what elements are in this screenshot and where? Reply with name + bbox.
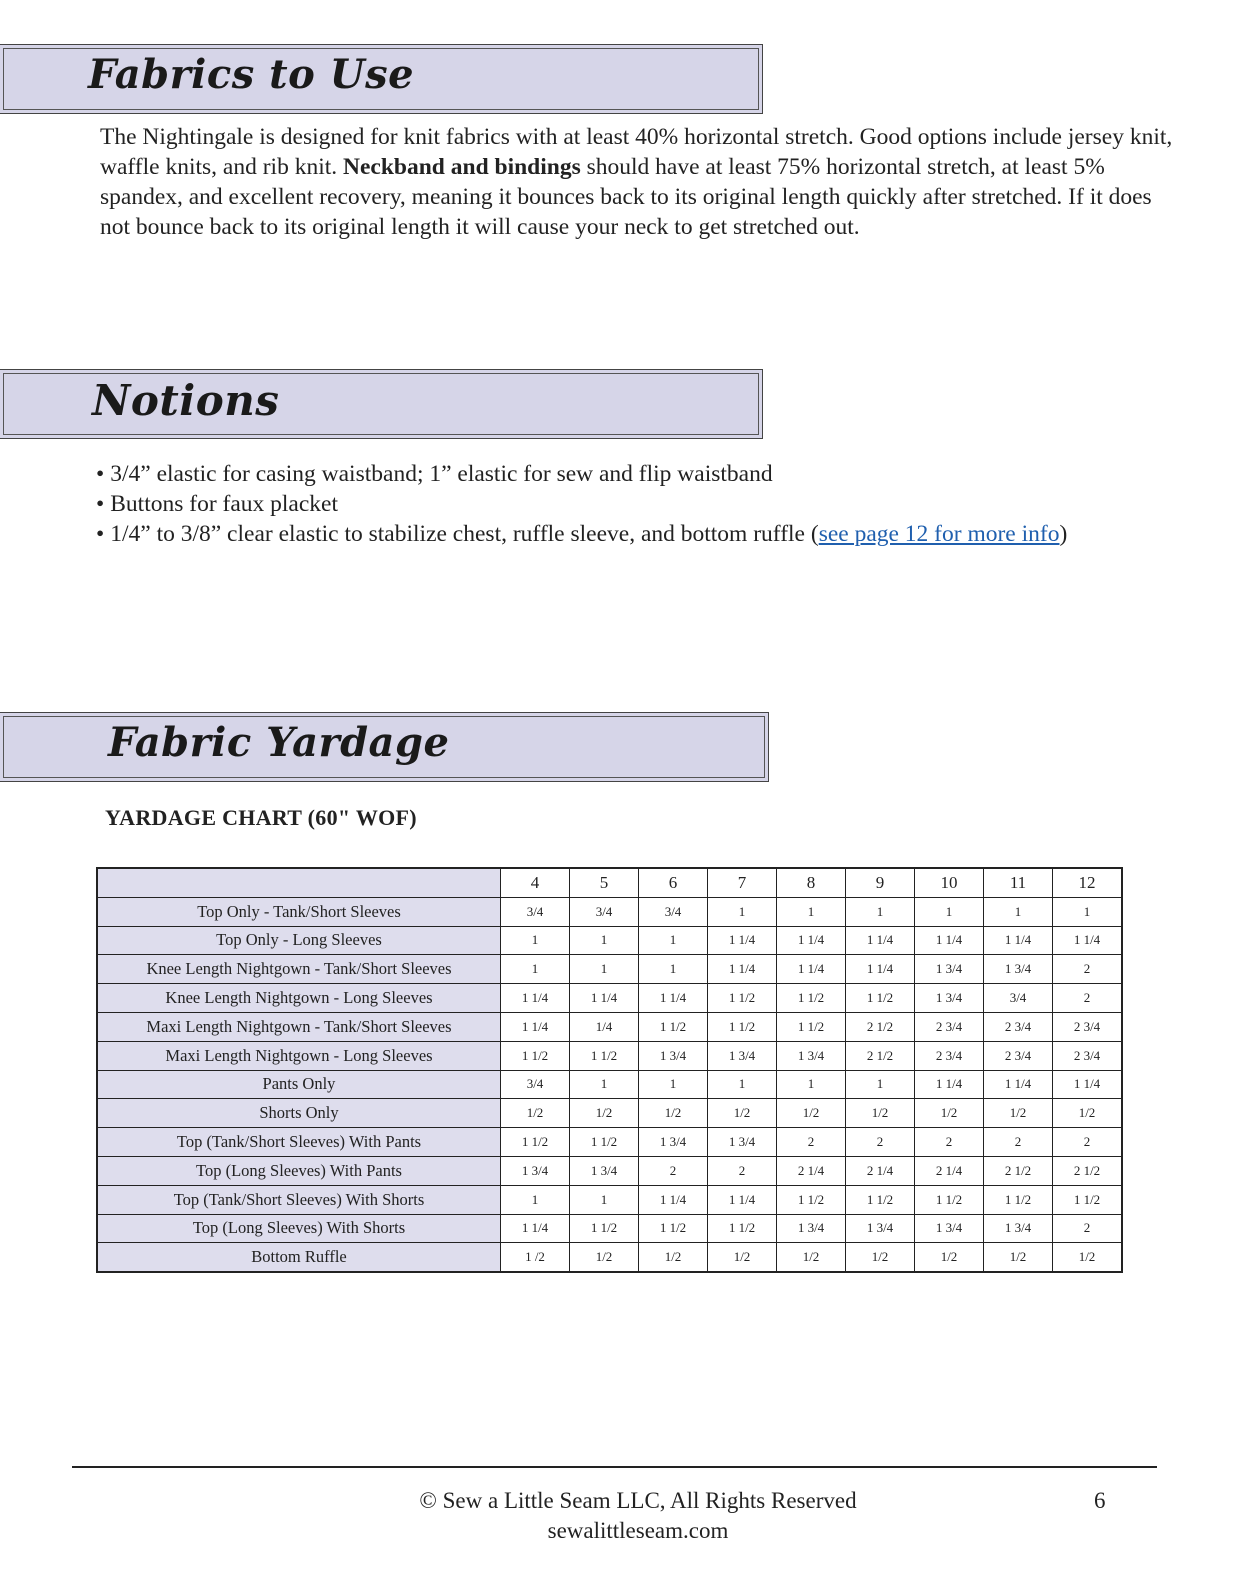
fabrics-paragraph — [100, 122, 1180, 242]
yardage-cell: 1 3/4 — [915, 984, 984, 1013]
row-label-cell: Top Only - Tank/Short Sleeves — [97, 897, 501, 926]
yardage-cell: 2 3/4 — [984, 1012, 1053, 1041]
yardage-cell: 1 1/4 — [777, 926, 846, 955]
yardage-cell: 1 — [570, 955, 639, 984]
size-header-cell: 11 — [984, 868, 1053, 897]
yardage-cell: 1 — [915, 897, 984, 926]
section-banner-yardage — [0, 712, 769, 782]
yardage-cell: 1/2 — [639, 1099, 708, 1128]
yardage-cell: 1 1/2 — [570, 1041, 639, 1070]
page-number: 6 — [1094, 1488, 1106, 1513]
yardage-cell: 1 1/4 — [501, 984, 570, 1013]
yardage-cell: 1 1/4 — [639, 984, 708, 1013]
yardage-cell: 1 1/4 — [1053, 1070, 1123, 1099]
yardage-cell: 1/2 — [984, 1243, 1053, 1272]
footer-website: sewalittleseam.com — [547, 1518, 729, 1543]
yardage-cell: 1 1/4 — [501, 1214, 570, 1243]
yardage-cell: 1/2 — [570, 1099, 639, 1128]
yardage-cell: 1 — [570, 926, 639, 955]
row-label-cell: Maxi Length Nightgown - Tank/Short Sleeves — [97, 1012, 501, 1041]
section-banner-notions — [0, 369, 763, 439]
yardage-cell: 1/4 — [570, 1012, 639, 1041]
table-row — [97, 1012, 1122, 1041]
yardage-cell: 2 — [846, 1128, 915, 1157]
yardage-cell: 1/2 — [777, 1099, 846, 1128]
yardage-cell: 2 3/4 — [915, 1012, 984, 1041]
yardage-cell: 1 1/2 — [639, 1012, 708, 1041]
yardage-cell: 2 1/2 — [984, 1156, 1053, 1185]
yardage-cell: 1 1/4 — [501, 1012, 570, 1041]
size-header-cell: 9 — [846, 868, 915, 897]
yardage-cell: 1 1/4 — [846, 926, 915, 955]
fabrics-text-2: should have at least 75% horizontal stretch, at least 5% spandex, and excellent recovery, meaning it bounces back to its original length quickly after stretched. If it does not bounce back to its original length it will cause your neck to get stretched out. — [100, 154, 1152, 240]
table-row — [97, 1214, 1122, 1243]
yardage-cell: 1 1/2 — [777, 984, 846, 1013]
yardage-cell: 2 1/2 — [1053, 1156, 1123, 1185]
yardage-cell: 2 1/2 — [846, 1041, 915, 1070]
row-label-cell: Top (Tank/Short Sleeves) With Pants — [97, 1128, 501, 1157]
yardage-cell: 1 1/2 — [846, 1185, 915, 1214]
yardage-cell: 2 — [777, 1128, 846, 1157]
yardage-cell: 3/4 — [570, 897, 639, 926]
table-row — [97, 1099, 1122, 1128]
yardage-cell: 1/2 — [708, 1243, 777, 1272]
yardage-cell: 1 — [501, 926, 570, 955]
yardage-cell: 1 1/2 — [708, 984, 777, 1013]
yardage-cell: 1 — [846, 1070, 915, 1099]
table-row — [97, 897, 1122, 926]
table-row — [97, 1070, 1122, 1099]
yardage-cell: 1 1/2 — [639, 1214, 708, 1243]
yardage-cell: 2 — [915, 1128, 984, 1157]
yardage-cell: 3/4 — [501, 897, 570, 926]
list-item — [96, 459, 1067, 489]
yardage-cell: 1 — [639, 926, 708, 955]
yardage-cell: 3/4 — [984, 984, 1053, 1013]
yardage-cell: 3/4 — [639, 897, 708, 926]
yardage-cell: 1/2 — [501, 1099, 570, 1128]
yardage-cell: 1 — [570, 1070, 639, 1099]
table-row — [97, 955, 1122, 984]
size-header-cell: 6 — [639, 868, 708, 897]
yardage-cell: 1 — [639, 955, 708, 984]
yardage-cell: 1 /2 — [501, 1243, 570, 1272]
yardage-cell: 3/4 — [501, 1070, 570, 1099]
yardage-cell: 1 1/2 — [570, 1128, 639, 1157]
yardage-cell: 1 1/2 — [915, 1185, 984, 1214]
yardage-cell: 1 — [984, 897, 1053, 926]
section-title: Fabric Yardage — [108, 719, 450, 766]
row-label-cell: Knee Length Nightgown - Long Sleeves — [97, 984, 501, 1013]
yardage-cell: 2 3/4 — [1053, 1012, 1123, 1041]
size-header-cell: 8 — [777, 868, 846, 897]
yardage-cell: 1 3/4 — [708, 1128, 777, 1157]
yardage-cell: 2 3/4 — [984, 1041, 1053, 1070]
footer-copyright: © Sew a Little Seam LLC, All Rights Reserved — [419, 1488, 857, 1513]
row-label-cell: Pants Only — [97, 1070, 501, 1099]
fabrics-text-1: The Nightingale is designed for knit fabrics with at least 40% horizontal stretch. Good options include jersey knit, waffle knits, and rib knit. — [100, 124, 1173, 180]
yardage-cell: 1 1/2 — [777, 1012, 846, 1041]
size-header-cell: 5 — [570, 868, 639, 897]
fabrics-bold-text: Neckband and bindings — [343, 154, 581, 180]
yardage-cell: 1 1/4 — [708, 926, 777, 955]
yardage-cell: 1/2 — [777, 1243, 846, 1272]
yardage-cell: 1 3/4 — [639, 1041, 708, 1070]
list-item-text: ) — [1059, 521, 1068, 547]
yardage-cell: 1 1/4 — [915, 1070, 984, 1099]
yardage-cell: 2 1/4 — [915, 1156, 984, 1185]
size-header-cell: 10 — [915, 868, 984, 897]
yardage-cell: 2 — [1053, 984, 1123, 1013]
yardage-cell: 1 3/4 — [984, 1214, 1053, 1243]
page-12-link[interactable]: see page 12 for more info — [818, 521, 1060, 547]
yardage-cell: 1/2 — [570, 1243, 639, 1272]
yardage-cell: 1/2 — [846, 1099, 915, 1128]
yardage-cell: 1 1/2 — [846, 984, 915, 1013]
yardage-cell: 1 1/2 — [501, 1041, 570, 1070]
yardage-cell: 1 3/4 — [846, 1214, 915, 1243]
yardage-cell: 1 — [501, 1185, 570, 1214]
yardage-cell: 1 3/4 — [777, 1214, 846, 1243]
yardage-cell: 2 — [1053, 1128, 1123, 1157]
list-item — [96, 489, 1067, 519]
yardage-cell: 1/2 — [708, 1099, 777, 1128]
section-banner-fabrics — [0, 44, 763, 114]
yardage-cell: 1 3/4 — [915, 1214, 984, 1243]
yardage-cell: 2 1/4 — [777, 1156, 846, 1185]
row-label-cell: Bottom Ruffle — [97, 1243, 501, 1272]
section-title: Notions — [92, 376, 280, 425]
row-label-cell: Knee Length Nightgown - Tank/Short Sleeves — [97, 955, 501, 984]
yardage-cell: 1 3/4 — [570, 1156, 639, 1185]
table-row — [97, 984, 1122, 1013]
yardage-cell: 1/2 — [1053, 1099, 1123, 1128]
row-label-cell: Top Only - Long Sleeves — [97, 926, 501, 955]
yardage-cell: 1 — [777, 1070, 846, 1099]
yardage-cell: 2 — [708, 1156, 777, 1185]
yardage-cell: 2 — [984, 1128, 1053, 1157]
yardage-cell: 1/2 — [639, 1243, 708, 1272]
table-row — [97, 926, 1122, 955]
table-row — [97, 1185, 1122, 1214]
yardage-cell: 1 1/2 — [708, 1214, 777, 1243]
yardage-cell: 1 — [846, 897, 915, 926]
yardage-cell: 1 1/2 — [501, 1128, 570, 1157]
yardage-cell: 2 1/4 — [846, 1156, 915, 1185]
row-label-cell: Shorts Only — [97, 1099, 501, 1128]
yardage-cell: 1 3/4 — [984, 955, 1053, 984]
yardage-cell: 1 3/4 — [777, 1041, 846, 1070]
size-header-cell: 4 — [501, 868, 570, 897]
yardage-cell: 1 1/4 — [915, 926, 984, 955]
table-row — [97, 1156, 1122, 1185]
yardage-cell: 1/2 — [1053, 1243, 1123, 1272]
yardage-cell: 2 1/2 — [846, 1012, 915, 1041]
yardage-cell: 1 1/2 — [984, 1185, 1053, 1214]
yardage-cell: 1 1/4 — [708, 955, 777, 984]
yardage-cell: 1 — [1053, 897, 1123, 926]
footer-divider — [72, 1466, 1157, 1468]
size-header-cell: 12 — [1053, 868, 1123, 897]
row-label-cell: Maxi Length Nightgown - Long Sleeves — [97, 1041, 501, 1070]
row-label-cell: Top (Long Sleeves) With Pants — [97, 1156, 501, 1185]
yardage-cell: 1 — [639, 1070, 708, 1099]
yardage-cell: 1 1/4 — [708, 1185, 777, 1214]
yardage-cell: 1 1/4 — [846, 955, 915, 984]
yardage-cell: 1 — [708, 897, 777, 926]
yardage-cell: 2 3/4 — [915, 1041, 984, 1070]
yardage-cell: 1/2 — [984, 1099, 1053, 1128]
yardage-cell: 1 1/4 — [777, 955, 846, 984]
yardage-cell: 1 — [501, 955, 570, 984]
row-label-cell: Top (Tank/Short Sleeves) With Shorts — [97, 1185, 501, 1214]
yardage-cell: 2 — [1053, 1214, 1123, 1243]
list-item — [96, 519, 1067, 549]
yardage-cell: 2 — [639, 1156, 708, 1185]
yardage-cell: 1 3/4 — [915, 955, 984, 984]
yardage-cell: 1 1/2 — [708, 1012, 777, 1041]
yardage-cell: 1 1/4 — [984, 926, 1053, 955]
row-label-cell: Top (Long Sleeves) With Shorts — [97, 1214, 501, 1243]
yardage-cell: 1 — [570, 1185, 639, 1214]
yardage-cell: 1 1/2 — [777, 1185, 846, 1214]
yardage-cell: 1/2 — [915, 1099, 984, 1128]
yardage-cell: 1 3/4 — [501, 1156, 570, 1185]
yardage-cell: 1 1/2 — [570, 1214, 639, 1243]
yardage-cell: 2 3/4 — [1053, 1041, 1123, 1070]
yardage-cell: 2 — [1053, 955, 1123, 984]
header-corner-cell — [97, 868, 501, 897]
list-item-text: 3/4” elastic for casing waistband; 1” elastic for sew and flip waistband — [110, 461, 773, 487]
yardage-cell: 1 — [777, 897, 846, 926]
yardage-table — [96, 867, 1123, 1273]
list-item-text: 1/4” to 3/8” clear elastic to stabilize chest, ruffle sleeve, and bottom ruffle ( — [110, 521, 819, 547]
yardage-cell: 1 3/4 — [639, 1128, 708, 1157]
yardage-cell: 1 1/4 — [984, 1070, 1053, 1099]
size-header-cell: 7 — [708, 868, 777, 897]
table-header-row — [97, 868, 1122, 897]
yardage-cell: 1/2 — [846, 1243, 915, 1272]
section-title: Fabrics to Use — [88, 51, 415, 98]
yardage-cell: 1 — [708, 1070, 777, 1099]
yardage-chart-title: YARDAGE CHART (60" WOF) — [105, 805, 417, 830]
table-row — [97, 1128, 1122, 1157]
notions-list — [96, 459, 1067, 549]
yardage-cell: 1 3/4 — [708, 1041, 777, 1070]
yardage-cell: 1/2 — [915, 1243, 984, 1272]
yardage-cell: 1 1/2 — [1053, 1185, 1123, 1214]
table-row — [97, 1041, 1122, 1070]
yardage-cell: 1 1/4 — [639, 1185, 708, 1214]
list-item-text: Buttons for faux placket — [110, 491, 338, 517]
yardage-cell: 1 1/4 — [570, 984, 639, 1013]
table-row — [97, 1243, 1122, 1272]
yardage-cell: 1 1/4 — [1053, 926, 1123, 955]
